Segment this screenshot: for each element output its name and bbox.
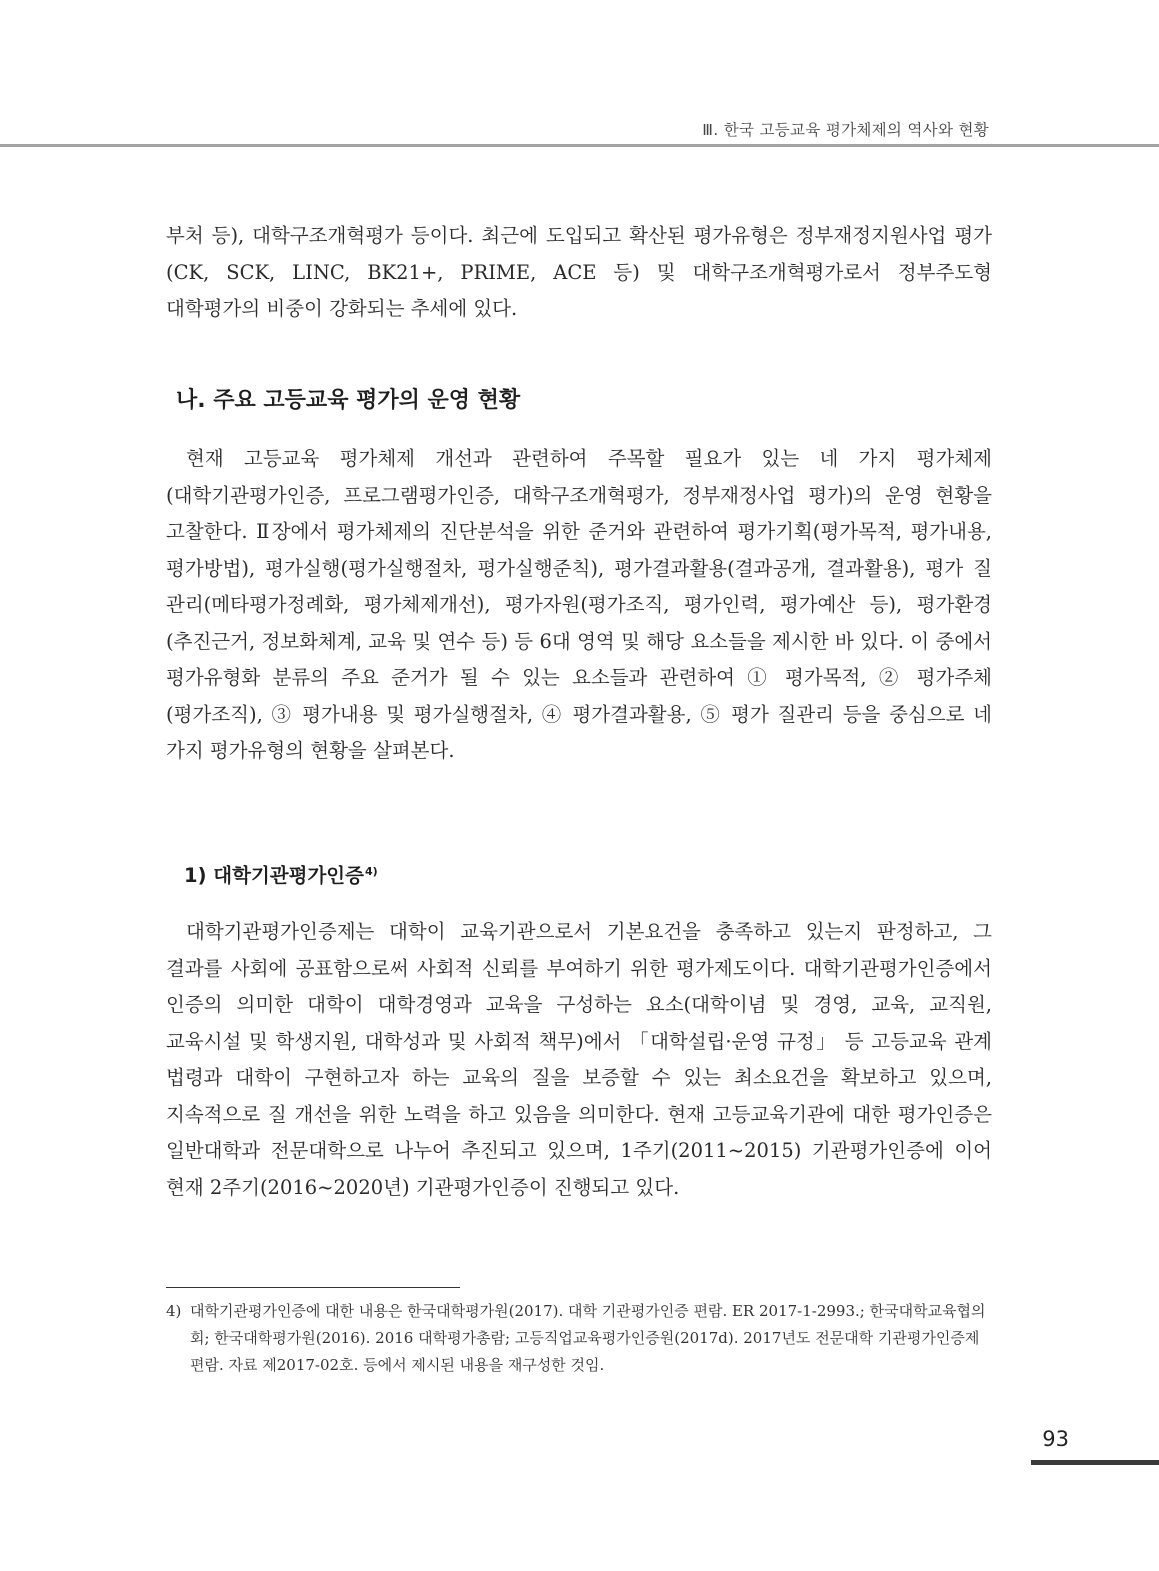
footnote-reference: 4) — [364, 864, 378, 878]
paragraph-intro: 부처 등), 대학구조개혁평가 등이다. 최근에 도입되고 확산된 평가유형은 정부재정지원사업 평가(CK, SCK, LINC, BK21+, PRIME, ACE 등) 및 대학구조개혁평가로서 정부주도형 대학평가의 비중이 강화되는 추세에 있다. — [166, 224, 992, 320]
running-header: Ⅲ. 한국 고등교육 평가체제의 역사와 현황 — [702, 121, 989, 139]
footnote-text: 대학기관평가인증에 대한 내용은 한국대학평가원(2017). 대학 기관평가인증 편람. ER 2017-1-2993.; 한국대학교육협의회; 한국대학평가원(2016). 2016 대학평가총람; 고등직업교육평가인증원(2017d). 2017년도 전문대학 기관평가인증제 편람. 자료 제2017-02호. 등에서 제시된 내용을 재구성한 것임. — [190, 1302, 986, 1374]
footnote-marker: 4) — [166, 1302, 182, 1320]
section-heading: 나. 주요 고등교육 평가의 운영 현황 — [176, 388, 521, 413]
paragraph-overview: 현재 고등교육 평가체제 개선과 관련하여 주목할 필요가 있는 네 가지 평가체제(대학기관평가인증, 프로그램평가인증, 대학구조개혁평가, 정부재정사업 평가)의 운영 현황을 고찰한다. Ⅱ장에서 평가체제의 진단분석을 위한 준거와 관련하여 평가기획(평가목적, 평가내용, 평가방법), 평가실행(평가실행절차, 평가실행준칙), 평가결과활용(결과공개, 결과활용), 평가 질 관리(메타평가정례화, 평가체제개선), 평가자원(평가조직, 평가인력, 평가예산 등), 평가환경(추진근거, 정보화체계, 교육 및 연수 등) 등 6대 영역 및 해당 요소들을 제시한 바 있다. 이 중에서 평가유형화 분류의 주요 준거가 될 수 있는 요소들과 관련하여 ① 평가목적, ② 평가주체(평가조직), ③ 평가내용 및 평가실행절차, ④ 평가결과활용, ⑤ 평가 질관리 등을 중심으로 네 가지 평가유형의 현황을 살펴본다. — [166, 447, 992, 762]
page-number-rule — [1031, 1460, 1159, 1465]
subsection-title: 1) 대학기관평가인증 — [184, 864, 364, 887]
subsection-heading — [184, 860, 378, 888]
page-number: 93 — [1042, 1427, 1069, 1451]
header-rule — [0, 144, 1159, 147]
footnote — [166, 1298, 996, 1379]
footnote-divider — [166, 1287, 460, 1288]
paragraph-accreditation: 대학기관평가인증제는 대학이 교육기관으로서 기본요건을 충족하고 있는지 판정하고, 그 결과를 사회에 공표함으로써 사회적 신뢰를 부여하기 위한 평가제도이다. 대학기관평가인증에서 인증의 의미한 대학이 대학경영과 교육을 구성하는 요소(대학이념 및 경영, 교육, 교직원, 교육시설 및 학생지원, 대학성과 및 사회적 책무)에서 「대학설립·운영 규정」 등 고등교육 관계 법령과 대학이 구현하고자 하는 교육의 질을 보증할 수 있는 최소요건을 확보하고 있으며, 지속적으로 질 개선을 위한 노력을 하고 있음을 의미한다. 현재 고등교육기관에 대한 평가인증은 일반대학과 전문대학으로 나누어 추진되고 있으며, 1주기(2011~2015) 기관평가인증에 이어 현재 2주기(2016~2020년) 기관평가인증이 진행되고 있다. — [166, 920, 992, 1199]
